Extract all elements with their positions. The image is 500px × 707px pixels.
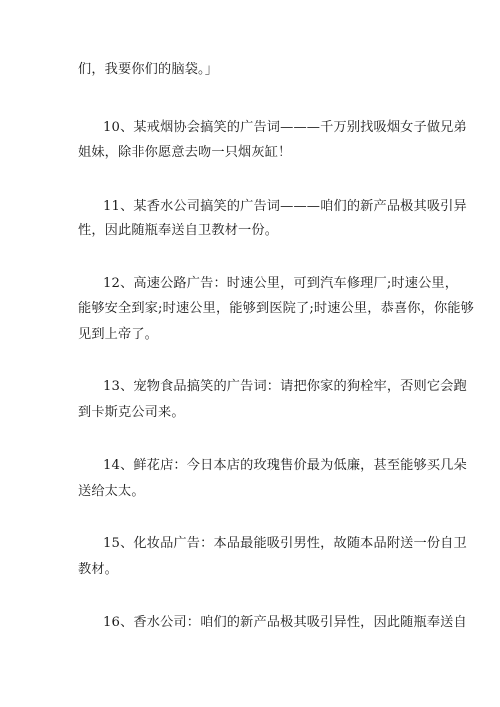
text-line: 教材。 — [78, 562, 119, 577]
text-line: 11、某香水公司搞笑的广告词———咱们的新产品极其吸引异 — [103, 199, 467, 214]
text-line: 15、化妆品广告：本品最能吸引男性，故随本品附送一份自卫 — [103, 536, 467, 551]
text-line: 见到上帝了。 — [78, 327, 159, 342]
text-line: 12、高速公路广告：时速公里，可到汽车修理厂;时速公里， — [103, 276, 459, 291]
text-line: 送给太太。 — [78, 484, 145, 499]
text-line: 性，因此随瓶奉送自卫教材一份。 — [78, 223, 279, 238]
text-line: 能够安全到家;时速公里，能够到医院了;时速公里，恭喜你，你能够 — [78, 301, 474, 316]
text-line: 10、某戒烟协会搞笑的广告词———千万别找吸烟女子做兄弟 — [103, 120, 467, 135]
text-line: 到卡斯克公司来。 — [78, 405, 185, 420]
text-line: 姐妹，除非你愿意去吻一只烟灰缸！ — [78, 145, 292, 160]
text-line: 13、宠物食品搞笑的广告词：请把你家的狗栓牢，否则它会跑 — [103, 379, 467, 394]
text-line: 16、香水公司：咱们的新产品极其吸引异性，因此随瓶奉送自 — [103, 615, 467, 630]
text-line: 14、鲜花店：今日本店的玫瑰售价最为低廉，甚至能够买几朵 — [103, 458, 467, 473]
text-line: 们，我要你们的脑袋。」 — [78, 62, 219, 77]
